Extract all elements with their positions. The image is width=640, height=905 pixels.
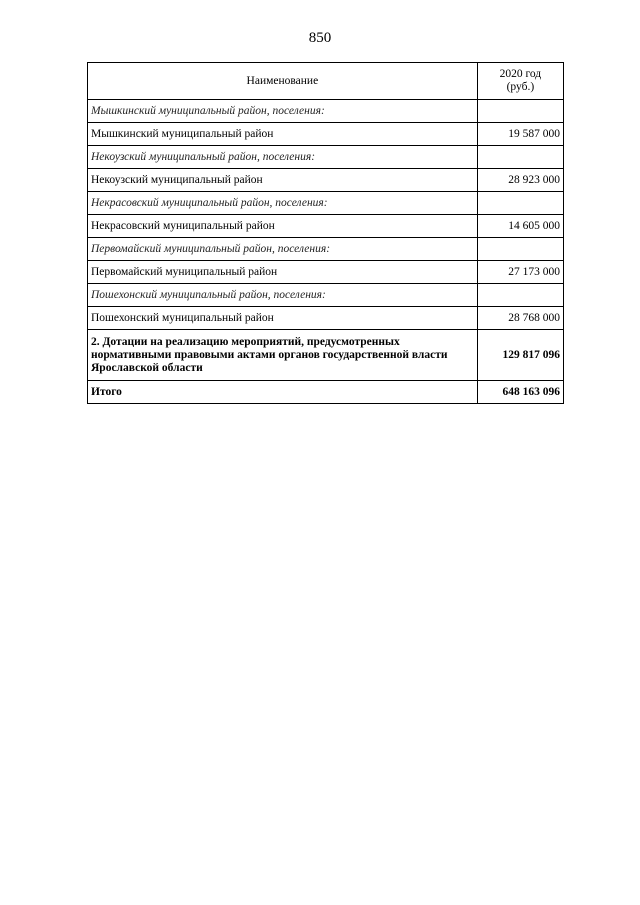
header-name-cell: Наименование bbox=[88, 63, 478, 100]
value-cell bbox=[477, 146, 563, 169]
table-row bbox=[88, 169, 564, 192]
section-name-cell: Пошехонский муниципальный район, поселения: bbox=[88, 284, 478, 307]
page-number: 850 bbox=[308, 30, 332, 46]
value-cell: 14 605 000 bbox=[477, 215, 563, 238]
section-name-cell: Первомайский муниципальный район, поселения: bbox=[88, 238, 478, 261]
table-row bbox=[88, 123, 564, 146]
subsidy-name-cell: 2. Дотации на реализацию мероприятий, предусмотренных нормативными правовыми актами органов государственной власти Ярославской области bbox=[88, 330, 478, 381]
table-row bbox=[88, 215, 564, 238]
value-cell bbox=[477, 100, 563, 123]
budget-table bbox=[87, 62, 564, 404]
table-row bbox=[88, 100, 564, 123]
value-cell bbox=[477, 284, 563, 307]
table-row-total bbox=[88, 381, 564, 404]
value-cell: 28 923 000 bbox=[477, 169, 563, 192]
table-row bbox=[88, 284, 564, 307]
total-value-cell: 648 163 096 bbox=[477, 381, 563, 404]
section-name-cell: Мышкинский муниципальный район, поселения: bbox=[88, 100, 478, 123]
header-year-cell bbox=[477, 63, 563, 100]
table-row-subsidy bbox=[88, 330, 564, 381]
subsidy-value-cell: 129 817 096 bbox=[477, 330, 563, 381]
value-cell: 27 173 000 bbox=[477, 261, 563, 284]
name-cell: Некоузский муниципальный район bbox=[88, 169, 478, 192]
total-label-cell: Итого bbox=[88, 381, 478, 404]
value-cell: 19 587 000 bbox=[477, 123, 563, 146]
section-name-cell: Некрасовский муниципальный район, поселения: bbox=[88, 192, 478, 215]
table-row bbox=[88, 146, 564, 169]
name-cell: Пошехонский муниципальный район bbox=[88, 307, 478, 330]
name-cell: Некрасовский муниципальный район bbox=[88, 215, 478, 238]
value-cell: 28 768 000 bbox=[477, 307, 563, 330]
table-header-row bbox=[88, 63, 564, 100]
name-cell: Мышкинский муниципальный район bbox=[88, 123, 478, 146]
section-name-cell: Некоузский муниципальный район, поселения: bbox=[88, 146, 478, 169]
table-row bbox=[88, 261, 564, 284]
table-row bbox=[88, 238, 564, 261]
name-cell: Первомайский муниципальный район bbox=[88, 261, 478, 284]
header-year-label: 2020 год bbox=[499, 68, 542, 80]
value-cell bbox=[477, 192, 563, 215]
table-row bbox=[88, 192, 564, 215]
table-row bbox=[88, 307, 564, 330]
value-cell bbox=[477, 238, 563, 261]
header-unit-label: (руб.) bbox=[506, 81, 535, 93]
